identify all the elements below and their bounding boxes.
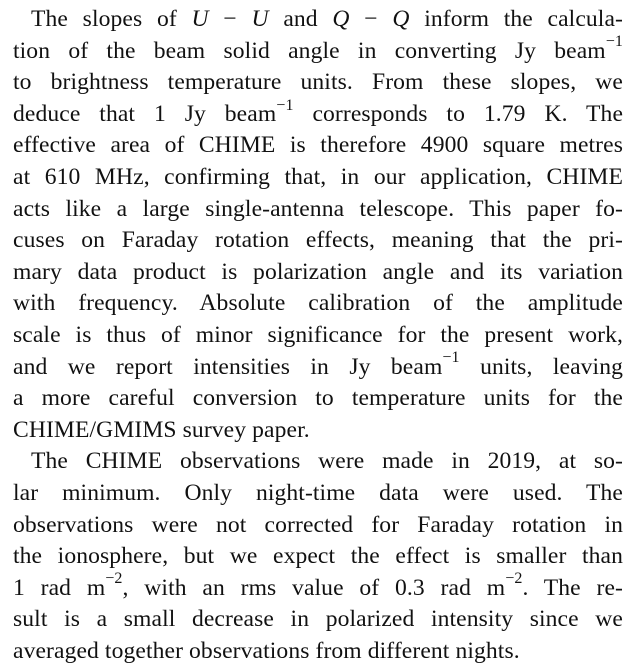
text-run: cuses on Faraday rotation effects, meaning that the pri- [13,227,623,254]
text-line [13,162,623,194]
text-line [13,415,623,447]
superscript-exponent: −1 [276,96,294,114]
text-run: units, leaving [459,353,623,380]
paragraph-observations [13,446,623,667]
text-run: 1 rad m [13,574,106,601]
text-run: observations were not corrected for Faraday rotation in [13,511,623,538]
superscript-exponent: −1 [605,33,623,51]
text-run: and we report intensities in Jy beam [13,353,443,380]
text-run: acts like a large single-antenna telescope. This paper fo- [13,195,623,222]
text-run: with frequency. Absolute calibration of the amplitude [13,290,623,317]
text-run: tion of the beam solid angle in converting Jy beam [13,37,606,64]
text-line [13,96,624,131]
text-line [13,4,623,36]
text-run: averaged together observations from different nights. [13,637,520,664]
math-symbol: U [251,6,269,32]
text-line [13,478,623,510]
text-run: , with an rms value of 0.3 rad m [122,574,506,601]
text-run: effective area of CHIME is therefore 4900 square metres [13,132,623,159]
text-line [13,288,623,320]
text-run: a more careful conversion to temperature units for the [13,385,623,412]
text-run: the ionosphere, but we expect the effect is smaller than [13,543,623,570]
text-run: sult is a small decrease in polarized intensity since we [13,606,623,633]
text-line [13,225,623,257]
text-run: − [349,6,393,32]
text-line [13,320,623,352]
text-run: inform the calcula- [409,6,623,32]
text-line [13,349,623,384]
text-line [13,636,623,667]
text-run: − [208,6,252,32]
text-run: to brightness temperature units. From these slopes, we [13,69,623,96]
text-line [13,257,623,289]
text-line [13,67,623,99]
text-run: The slopes of [31,6,192,32]
text-line [13,541,623,573]
text-run: corresponds to 1.79 K. The [293,100,624,127]
math-symbol: Q [392,6,410,32]
text-run: at 610 MHz, confirming that, in our application, CHIME [13,163,623,190]
text-run: scale is thus of minor significance for the present work, [13,321,623,348]
text-line [13,604,623,636]
paragraph-calibration [13,4,623,446]
text-run: deduce that 1 Jy beam [13,100,277,127]
text-line [13,194,623,226]
text-run: lar minimum. Only night-time data were used. The [13,479,623,506]
text-line [13,570,623,605]
paper-body [13,4,623,667]
superscript-exponent: −2 [505,570,523,588]
superscript-exponent: −1 [442,349,460,367]
text-run: mary data product is polarization angle and its variation [13,258,623,285]
text-run: and [268,6,333,32]
text-line [13,446,623,478]
text-run: CHIME/GMIMS survey paper. [13,416,310,443]
text-line [13,130,623,162]
text-line [13,383,623,415]
math-symbol: U [191,6,209,32]
text-line [13,510,623,542]
superscript-exponent: −2 [105,570,123,588]
text-line [13,33,623,68]
math-symbol: Q [332,6,350,32]
text-run: The CHIME observations were made in 2019, at so- [31,448,623,475]
text-run: . The re- [522,574,623,601]
